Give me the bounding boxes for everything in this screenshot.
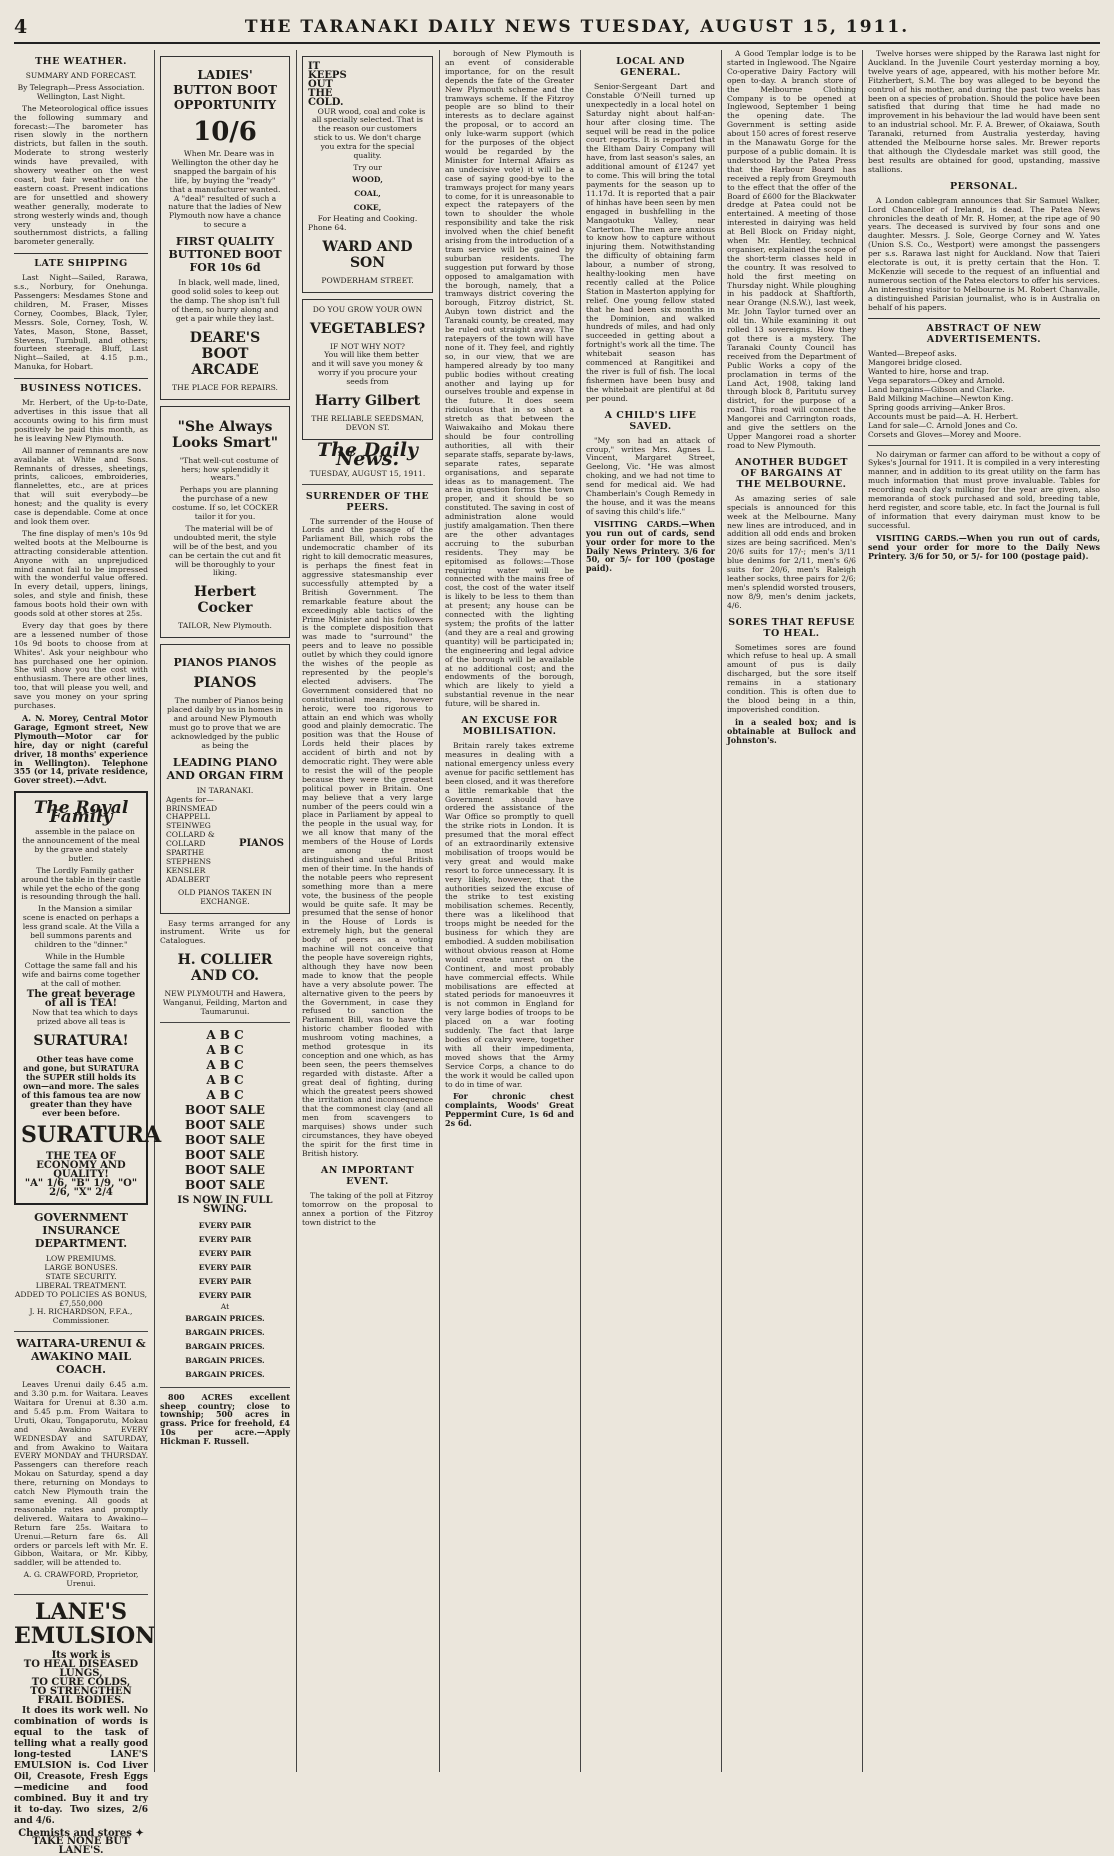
- try-our: Try our: [308, 164, 427, 173]
- budget-text: As amazing series of sale specials is announced for this week at the Melbourne. Many new lines are introduced, and in addition all odd ends and broken sizes are being sacrificed. Men's 20/6 suits for 17/-; men's 3/11 blue denims for 2/11, men's 6/6 suits for 20/6, men's Raleigh leather socks, three pairs for 2/6; men's splendid worsted trousers, now 8/9, men's denim jackets, 4/6.: [727, 495, 856, 611]
- pianos-bold: LEADING PIANO AND ORGAN FIRM: [166, 756, 284, 782]
- royal-family-title: The Royal Family: [21, 804, 141, 822]
- ladies-text: In black, well made, lined, good solid soles to keep out the damp. The shop isn't full of them, so hurry along and get a pair while they last.: [166, 279, 284, 324]
- piano-agent: KENSLER: [166, 867, 239, 876]
- abstract-item: Accounts must be paid—A. H. Herbert.: [868, 413, 1100, 422]
- pianos-big: PIANOS: [166, 675, 284, 691]
- deare-tagline: THE PLACE FOR REPAIRS.: [166, 384, 284, 393]
- weather-byline: By Telegraph—Press Association. Wellington, Last Night.: [14, 84, 148, 102]
- ward-name: WARD AND SON: [308, 239, 427, 271]
- editorial-text: The surrender of the House of Lords and the passage of the Parliament Bill, which robs the undemocratic chamber of its right to kill democratic measures, is perhaps the finest feat in aggressive statesmanship ever successfully attempted by a British Government. The remarkable feature about the exceedingly able tactics of the Prime Minister and his followers is the complete disposition that was made to "surround" the peers and to leave no possible outlet by which they could ignore the wishes of the people as represented by the people's elected advisers. The Government considered that no constitutional means, however heroic, were too rigorous to attain an end which was wholly good and plainly democratic. The position was that the House of Lords held their places by accident of birth and not by democratic right. They were able to resist the will of the people because they were the greatest political power in Britain. One may believe that a very large number of the peers could win a place in Parliament by appeal to the people in the usual way, for we all know that many of the members of the House of Lords are among the most distinguished and useful British men of their time. In the hands of the notable peers who represent something more than a mere vote, the business of the people would be quite safe. It may be presumed that the sense of honor in the House of Lords is extremely high, but the general body of peers as a voting machine will not conceive that the people have sovereign rights, although they have now been made to know that the people have a very absolute power. The alternative given to the peers by the Government, in case they refused to sanction the Parliament Bill, was to have the historic chamber flooded with mushroom voting machines, a method grotesque in its conception and one which, as has been seen, the peers themselves regarded with distaste. After a great deal of fighting, during which the greatest peers showed the irritation and inconsequence that the commonest clay (and all men from scavengers to marquises) shows under such circumstances, they have obeyed the spirit for the first time in British history.: [302, 518, 433, 1159]
- lanes-sub: Its work is: [14, 1652, 148, 1661]
- piano-agent: COLLARD & COLLARD: [166, 831, 239, 849]
- royal-family-text: assemble in the palace on the announcement of the meal by the grave and stately butler.: [21, 828, 141, 864]
- insurance-line: LIBERAL TREATMENT.: [14, 1282, 148, 1291]
- every-pair-line: EVERY PAIR: [160, 1219, 290, 1233]
- lanes-lines: [14, 1661, 148, 1706]
- ladies-text: When Mr. Deare was in Wellington the other day he snapped the bargain of his life, by buying the "ready" that a manufacturer wanted. A "deal" resulted of such a nature that the ladies of New Plymouth now have a chance to secure a: [166, 150, 284, 230]
- local-general-text: Senior-Sergeant Dart and Constable O'Neill turned up unexpectedly in a local hotel on Saturday night about half-an-hour after closing time. The sequel will be read in the police court reports. It is reported that the Eltham Dairy Company will have, from last season's sales, an additional amount of £1247 yet to come. This will bring the total payments for the season up to 11.17d. It is reported that a pair of hinhas have been seen by men engaged in bushfelling in the Mangaotuku Valley, near Carterton. The men are anxious to know how to capture without injuring them. Notwithstanding the difficulty of obtaining farm labour, a number of strong, healthy-looking men have recently called at the Police Station in Masterton applying for relief. One young fellow stated that he had been six months in the Dominion, and walked hundreds of miles, and had only succeeded in getting about a fortnight's work all the time. The whitebait season has commenced at Rangitikei and the river is full of fish. The local fishermen have been busy and the whitebait are plentiful at 8d per pound.: [586, 83, 715, 404]
- notices-paragraph: Mr. Herbert, of the Up-to-Date, advertises in this issue that all accounts owing to his firm must positively be paid this month, as he is leaving New Plymouth.: [14, 399, 148, 444]
- every-pair-line: EVERY PAIR: [160, 1289, 290, 1303]
- piano-agent: ADALBERT: [166, 876, 239, 885]
- column-5: [586, 50, 715, 1772]
- boot-sale-line: BOOT SALE: [160, 1163, 290, 1178]
- ladies-bold: FIRST QUALITY BUTTONED BOOT FOR 10s 6d: [166, 235, 284, 274]
- abc-line: A B C: [160, 1028, 290, 1043]
- lanes-text: It does its work well. No combination of words is equal to the task of telling what a really good long-tested LANE'S EMULSION is. Cod Liver Oil, Creasote, Fresh Eggs—medicine and food combined. Buy it and try it to-day. Two sizes, 2/6 and 4/6.: [14, 1706, 148, 1827]
- abc-line: A B C: [160, 1043, 290, 1058]
- product-item: COKE,: [308, 201, 427, 215]
- column-rule: [296, 50, 297, 1772]
- notices-paragraph: Every day that goes by there are a lessened number of those 10s 9d boots to choose from at Whites'. Ask your neighbour who has purchased one her opinion. She will show you the cost with enthusiasm. There are other lines, too, that will please you well, and save you money on your spring purchases.: [14, 622, 148, 711]
- insurance-line: LOW PREMIUMS.: [14, 1255, 148, 1264]
- column-rule: [580, 50, 581, 1772]
- insurance-line: LARGE BONUSES.: [14, 1264, 148, 1273]
- editorial-heading: SURRENDER OF THE PEERS.: [302, 491, 433, 513]
- column-rule: [862, 50, 863, 1772]
- boot-sale-line: BOOT SALE: [160, 1178, 290, 1193]
- bargain-line: BARGAIN PRICES.: [160, 1354, 290, 1368]
- pianos-region: IN TARANAKI.: [166, 787, 284, 796]
- abstract-item: Land bargains—Gibson and Clarke.: [868, 386, 1100, 395]
- cocker-name: Herbert Cocker: [166, 584, 284, 616]
- notices-paragraph: The fine display of men's 10s 9d welted boots at the Melbourne is attracting considerable attention. Anyone with an unprejudiced mind cannot fail to be impressed with the wonderful value offered. In every detail, uppers, linings, soles, and style and finish, these famous boots hold their own with goods sold at other stores at 25s.: [14, 530, 148, 619]
- child-saved-text: "My son had an attack of croup," writes Mrs. Agnes L. Vincent, Margaret Street, Geelong, Vic. "He was almost choking, and we had not time to send for medical aid. We had Chamberlain's Cough Remedy in the house, and it was the means of saving this child's life.": [586, 437, 715, 517]
- veg-not: IF NOT WHY NOT?: [308, 343, 427, 352]
- weather-heading: THE WEATHER.: [14, 56, 148, 67]
- masthead: [14, 12, 1100, 44]
- local-general-heading: LOCAL AND GENERAL.: [586, 56, 715, 78]
- piano-agent: STEINWEG: [166, 822, 239, 831]
- mobilisation-text: Britain rarely takes extreme measures in dealing with a national emergency unless every avenue for pacific settlement has been closed, and it was therefore a little remarkable that the Government should have ordered the assistance of the War Office so promptly to quell the strike riots in London. It is presumed that the moral effect of an extraordinarily extensive mobilisation of troops would be very great and would make resort to force unnecessary. It is very likely, however, that the authorities seized the excuse of the strike to test existing mobilisation schemes. Recently, there was a likelihood that troops might be needed for the business for which they are embodied. A sudden mobilisation without obvious reason at Home would create unrest on the Continent, and most probably have commercial effects. While mobilisations are effected at stated periods for manoeuvres it is not common in England for very large bodies of troops to be placed on a war footing suddenly. The fact that large bodies of cavalry were, together with all their impedimenta, moved shows that the Army Service Corps, a chance to do the work it would be called upon to do in time of war.: [445, 742, 574, 1089]
- weather-subheading: SUMMARY AND FORECAST.: [14, 72, 148, 81]
- lanes-line: TO STRENGTHEN FRAIL BODIES.: [14, 1688, 148, 1706]
- abstract-heading: ABSTRACT OF NEW ADVERTISEMENTS.: [868, 318, 1100, 345]
- mobilisation-heading: AN EXCUSE FOR MOBILISATION.: [445, 715, 574, 737]
- every-pair-line: EVERY PAIR: [160, 1275, 290, 1289]
- piano-agent: STEPHENS: [166, 858, 239, 867]
- newspaper-title: THE TARANAKI DAILY NEWS TUESDAY, AUGUST 15, 1911.: [54, 17, 1100, 37]
- suratura-text: Other teas have come and gone, but SURATURA the SUPER still holds its own—and more. The sales of this famous tea are now greater than they have ever been before.: [21, 1055, 141, 1117]
- piano-agent: SPARTHE: [166, 849, 239, 858]
- veg-heading: VEGETABLES?: [308, 321, 427, 337]
- local-general-text: Twelve horses were shipped by the Rarawa last night for Auckland. In the Juvenile Court yesterday morning a boy, twelve years of age, appeared, with his mother before Mr. Fitzherbert, S.M. The boy was alleged to be beyond the control of his mother, and during the past two weeks has been on a species of probation. Should the police have been satisfied that during that time he had made no improvement in his behaviour the lad would have been sent to an industrial school. Mr. F. A. Brewer, of Okaiawa, South Taranaki, returned from Australia yesterday, having attended the Melbourne horse sales. Mr. Brewer reports that although the Clydesdale market was still good, the best results are obtained for good, upstanding, massive stallions.: [868, 50, 1100, 175]
- divider: [160, 1387, 290, 1388]
- smart-heading: "She Always Looks Smart": [166, 419, 284, 451]
- sores-text: Sometimes sores are found which refuse to heal up. A small amount of pus is daily discharged, but the sore itself remains in a stationary condition. This is often due to the blood being in a thin, impoverished condition.: [727, 644, 856, 715]
- insurance-heading: GOVERNMENT INSURANCE DEPARTMENT.: [14, 1211, 148, 1250]
- piano-agent: CHAPPELL: [166, 813, 239, 822]
- column-7: [868, 50, 1100, 1772]
- smart-text: The material will be of undoubted merit, the style will be of the best, and you can be certain the cut and fit will be thoroughly to your liking.: [166, 525, 284, 578]
- is-now: IS NOW IN FULL SWING.: [160, 1197, 290, 1215]
- bargain-line: BARGAIN PRICES.: [160, 1326, 290, 1340]
- abc-line: A B C: [160, 1058, 290, 1073]
- every-pair-line: EVERY PAIR: [160, 1261, 290, 1275]
- shipping-heading: LATE SHIPPING: [14, 253, 148, 269]
- peppermint-advert: For chronic chest complaints, Woods' Great Peppermint Cure, 1s 6d and 2s 6d.: [445, 1092, 574, 1128]
- phone-label: Phone 64.: [308, 224, 427, 233]
- royal-family-text: The Lordly Family gather around the table in their castle while yet the echo of the gong is resounding through the hall.: [21, 867, 141, 903]
- editorial-text: borough of New Plymouth is an event of considerable importance, for on the result depends the fate of the Greater New Plymouth scheme and the tramways scheme. If the Fitzroy people are so blind to their interests as to declare against the proposal, or to accord an only luke-warm support (which for the purposes of the object would be regarded by the Minister for Internal Affairs as an undecisive vote) it will be a case of saying good-bye to the tramways project for many years to come, for it is unreasonable to expect the ratepayers of the town to shoulder the whole responsibility and take the risk involved when the chief benefit arising from the introduction of a tram service will be gained by suburban residents. The suggestion put forward by those opposed to amalgamation with the borough, namely, that a tramways district covering the borough, Fitzroy district, St. Aubyn town district and the Taranaki county, be created, may be ruled out straight away. The ratepayers of the town will have none of it. They feel, and rightly so, in our view, that we are hampered already by too many public bodies without creating another and laying up for ourselves trouble and expense in the future. It does seem ridiculous that in so short a stretch as that between the Waiwakaiho and Mokau there should be four controlling authorities, all with their separate staffs, separate by-laws, separate rates, separate organisations, and separate ideas as to management. The area in question forms the town proper, and it should be so constituted. The saving in cost of administration alone would justify amalgamation. Then there are the other advantages accruing to the suburban residents. They may be epitomised as follows:—Those requiring water will be connected with the mains free of cost, the cost of the water itself is likely to be less to them than at present; any house can be connected with the lighting system; the profits of the latter (and they are a real and growing quantity) will be participated in; the engineering and legal advice of the borough will be available at no additional cost; and the endowments of the borough, which are likely to yield a substantial revenue in the near future, will be shared in.: [445, 50, 574, 709]
- notices-paragraph: All manner of remnants are now available at White and Sons. Remnants of dresses, sheetings, prints, calicoes, embroideries, flannelettes, etc., are at prices that will suit everybody—be honest; and the quality is every case is dependable. Come at once and look them over.: [14, 447, 148, 527]
- insurance-line: STATE SECURITY.: [14, 1273, 148, 1282]
- abstract-item: Spring goods arriving—Anker Bros.: [868, 404, 1100, 413]
- gilbert-sub: THE RELIABLE SEEDSMAN, DEVON ST.: [308, 415, 427, 433]
- sores-heading: SORES THAT REFUSE TO HEAL.: [727, 617, 856, 639]
- bargain-stack: [160, 1312, 290, 1382]
- gilbert-name: Harry Gilbert: [308, 393, 427, 409]
- royal-family-text: Now that tea which to days prized above all teas is: [21, 1009, 141, 1027]
- pianos-advert: [160, 644, 290, 913]
- boot-sale-line: BOOT SALE: [160, 1118, 290, 1133]
- insurance-lines: [14, 1255, 148, 1326]
- column-6: [727, 50, 856, 1772]
- abstract-item: Land for sale—C. Arnold Jones and Co.: [868, 422, 1100, 431]
- products-list: [308, 173, 427, 215]
- lanes-line: TO HEAL DISEASED LUNGS,: [14, 1661, 148, 1679]
- veg-question: DO YOU GROW YOUR OWN: [308, 306, 427, 315]
- abc-stack: [160, 1028, 290, 1103]
- bargain-line: BARGAIN PRICES.: [160, 1312, 290, 1326]
- divider: [160, 1022, 290, 1023]
- abstract-item: Wanted to hire, horse and trap.: [868, 368, 1100, 377]
- abstract-item: Vega separators—Okey and Arnold.: [868, 377, 1100, 386]
- heating-label: For Heating and Cooking.: [308, 215, 427, 224]
- column-2: [160, 50, 290, 1772]
- divider: [14, 1594, 148, 1595]
- royal-family-text: The great beverage of all is TEA!: [21, 991, 141, 1009]
- notices-paragraph: A. N. Morey, Central Motor Garage, Egmont street, New Plymouth—Motor car for hire, day or night (careful driver, 18 months' experience in Wellington). Telephone 355 (or 14, private residence, Gover street).—Advt.: [14, 714, 148, 785]
- coach-heading: WAITARA-URENUI & AWAKINO MAIL COACH.: [14, 1337, 148, 1376]
- ladies-price: 10/6: [166, 118, 284, 146]
- smart-text: Perhaps you are planning the purchase of a new costume. If so, let COCKER tailor it for you.: [166, 486, 284, 522]
- agents-label: Agents for—: [166, 796, 284, 805]
- exchange-note: OLD PIANOS TAKEN IN EXCHANGE.: [166, 889, 284, 907]
- collier-name: H. COLLIER AND CO.: [160, 952, 290, 984]
- deare-name: DEARE'S BOOT ARCADE: [166, 330, 284, 378]
- lanes-line: TO CURE COLDS,: [14, 1679, 148, 1688]
- product-item: COAL,: [308, 187, 427, 201]
- land-advert: 800 ACRES excellent sheep country; close to township; 500 acres in grass. Price for freehold, £4 10s per acre.—Apply Hickman F. Russell.: [160, 1393, 290, 1446]
- suratura-brand: SURATURA!: [21, 1033, 141, 1049]
- shipping-text: Last Night—Sailed, Rarawa, s.s., Norbury, for Onehunga. Passengers: Mesdames Stone and children, M. Fraser, Misses Corney, Coombes, Black, Tyler, Messrs. Sole, Corney, Tosh, W. Yates, Mason, Stone, Basset, Stevens, Turnbull, and others; fourteen steerage. Bluff, Last Night—Sailed, at 4.15 p.m., Manuka, for Hobart.: [14, 274, 148, 372]
- boot-sale-line: BOOT SALE: [160, 1148, 290, 1163]
- budget-heading: ANOTHER BUDGET OF BARGAINS AT THE MELBOURNE.: [727, 457, 856, 490]
- daily-news-nameplate: The Daily News.: [302, 446, 433, 464]
- terms-note: Easy terms arranged for any instrument. Write us for Catalogues.: [160, 920, 290, 947]
- column-4: [445, 50, 574, 1772]
- divider: [868, 445, 1100, 446]
- bargain-line: BARGAIN PRICES.: [160, 1368, 290, 1382]
- lanes-footer: Chemists and stores ✦ TAKE NONE BUT LANE'S.: [14, 1830, 148, 1856]
- notices-heading: BUSINESS NOTICES.: [14, 378, 148, 394]
- column-1: [14, 50, 148, 1772]
- editorial-text: The taking of the poll at Fitzroy tomorrow on the proposal to annex a portion of the Fitzroy town district to the: [302, 1192, 433, 1228]
- column-rule: [439, 50, 440, 1772]
- abstract-item: Wanted—Brepeof asks.: [868, 350, 1100, 359]
- at-label: At: [160, 1303, 290, 1312]
- suratura-prices: "A" 1/6, "B" 1/9, "O" 2/6, "X" 2/4: [21, 1180, 141, 1198]
- agents-list: [166, 805, 239, 885]
- piano-agent: BRINSMEAD: [166, 805, 239, 814]
- boot-sale-line: BOOT SALE: [160, 1133, 290, 1148]
- agents-block: [166, 805, 284, 885]
- ward-advert: [302, 56, 433, 293]
- cocker-advert: [160, 406, 290, 639]
- lanes-title: LANE'S EMULSION: [14, 1600, 148, 1648]
- suratura-brand-large: SURATURA: [21, 1121, 141, 1149]
- insurance-line: J. H. RICHARDSON, F.F.A., Commissioner.: [14, 1308, 148, 1326]
- column-rule: [721, 50, 722, 1772]
- gilbert-advert: [302, 299, 433, 440]
- wood-text: OUR wood, coal and coke is all specially selected. That is the reason our customers stick to us. We don't charge you extra for the special quality.: [308, 108, 427, 161]
- coach-text: Leaves Urenui daily 6.45 a.m. and 3.30 p.m. for Waitara. Leaves Waitara for Urenui at 8.30 a.m. and 5.45 p.m. From Waitara to Uruti, Okau, Tongaporutu, Mokau and Awakino EVERY WEDNESDAY and SATURDAY, and from Awakino to Waitara EVERY MONDAY and THURSDAY. Passengers can therefore reach Mokau on Saturday, spend a day there, returning on Mondays to catch New Plymouth train the same evening. All goods at reasonable rates and promptly delivered. Waitara to Awakino—Return fare 25s. Waitara to Urenui.—Return fare 6s. All orders or parcels left with Mr. E. Gibbon, Waitara, or Mr. Kibby, saddler, will be attended to.: [14, 1381, 148, 1568]
- bargain-line: BARGAIN PRICES.: [160, 1340, 290, 1354]
- abstract-list: [868, 350, 1100, 439]
- smart-quote: "That well-cut costume of hers; how splendidly it wears.": [166, 457, 284, 484]
- collier-sub: NEW PLYMOUTH and Hawera, Wanganui, Feilding, Marton and Taumarunui.: [160, 990, 290, 1017]
- abc-line: A B C: [160, 1073, 290, 1088]
- pianos-heading: PIANOS PIANOS: [166, 656, 284, 669]
- abstract-item: Bald Milking Machine—Newton King.: [868, 395, 1100, 404]
- every-pair-stack: [160, 1219, 290, 1303]
- agents-pianos: PIANOS: [239, 840, 284, 849]
- pianos-text: The number of Pianos being placed daily by us in homes in and around New Plymouth must go to prove that we are acknowledged by the public as being the: [166, 697, 284, 750]
- personal-text: A London cablegram announces that Sir Samuel Walker, Lord Chancellor of Ireland, is dead. The Patea News chronicles the death of Mr. R. Homer, at the ripe age of 90 years. The deceased is survived by four sons and one daughter. Messrs. J. Sole, George Corney and W. Yates (Union S.S. Co., Westport) were amongst the passengers per s.s. Rarawa last night for Auckland. Now that Taieri electorate is out, it is pretty certain that the Hon. T. McKenzie will secede to the request of an influential and numerous section of the Patea electors to offer his services. An interesting visitor to Melbourne is M. Robert Chanvalle, a distinguished Parisian journalist, who is in Australia on behalf of his papers.: [868, 197, 1100, 313]
- column-3: [302, 50, 433, 1772]
- suratura-slogan: THE TEA OF ECONOMY AND QUALITY!: [21, 1153, 141, 1180]
- local-general-text: A Good Templar lodge is to be started in Inglewood. The Ngaire Co-operative Dairy Factory will open to-day. A branch store of the Melbourne Clothing Company is to be opened at Inglewood, September 1 being the opening date. The Government is setting aside about 150 acres of forest reserve in the Manawatu Gorge for the purpose of a public domain. It is understood by the Patea Press that the Harbour Board has received a reply from Greymouth to the effect that the offer of the Board of £600 for the Blackwater dredge at Patea could not be entertained. A meeting of those interested in dairying was held at Bell Block on Friday night, when Mr. Hentley, technical organiser, explained the scope of the short-term classes held in the country. It was resolved to hold the first meeting on Thursday night. While ploughing in his paddock at Shaftforth, near Orange (N.S.W.), last week, Mr. John Taylor turned over an old tin. While examining it out rolled 13 sovereigns. How they got there is a mystery. The Taranaki County Council has received from the Department of Public Works a copy of the proclamation in terms of the Land Act, 1908, taking land through block 8, Paritutu survey district, for the purpose of a road. This road will connect the Mangorei and Carrington roads, and give the settlers on the Upper Mangorei road a shorter road to New Plymouth.: [727, 50, 856, 451]
- keeps-label: IT KEEPS OUT THE COLD.: [308, 63, 338, 108]
- visiting-cards-notice: VISITING CARDS.—When you run out of cards, send your order for more to the Daily News Printery. 3/6 for 50, or 5/- for 100 (postage paid).: [586, 520, 715, 573]
- boot-sale-stack: [160, 1103, 290, 1193]
- product-item: WOOD,: [308, 173, 427, 187]
- abc-line: A B C: [160, 1088, 290, 1103]
- every-pair-line: EVERY PAIR: [160, 1233, 290, 1247]
- veg-text: You will like them better and it will save you money & worry if you procure your seeds from: [308, 351, 427, 387]
- insurance-line: ADDED TO POLICIES AS BONUS, £7,550,000: [14, 1291, 148, 1309]
- column-rule: [154, 50, 155, 1772]
- ward-address: POWDERHAM STREET.: [308, 277, 427, 286]
- every-pair-line: EVERY PAIR: [160, 1247, 290, 1261]
- suratura-advert: [14, 791, 148, 1205]
- weather-text: The Meteorological office issues the following summary and forecast:—The barometer has risen slowly in the northern districts, but fallen in the south. Moderate to strong westerly winds have prevailed, with showery weather on the west coast, but fair weather on the eastern coast. Present indications are for unsettled and showery weather generally, moderate to strong westerly winds and, though very unsteady in the southernmost districts, a falling barometer generally.: [14, 105, 148, 248]
- ladies-heading: LADIES' BUTTON BOOT OPPORTUNITY: [166, 68, 284, 113]
- royal-family-text: In the Mansion a similar scene is enacted on perhaps a less grand scale. At the Villa a bell summons parents and children to the "dinner.": [21, 905, 141, 950]
- coach-signature: A. G. CRAWFORD, Proprietor, Urenui.: [14, 1571, 148, 1589]
- divider: [302, 484, 433, 485]
- sykes-journal-text: No dairyman or farmer can afford to be without a copy of Sykes's Journal for 1911. It is compiled in a very interesting manner, and in addition to its great utility on the farm has much information that must prove invaluable. Tables for recording each day's milking for the year are given, also memoranda of stock purchased and sold, breeding table, herd register, and score table, etc. In fact the Journal is full of information that every dairyman must know to be successful.: [868, 451, 1100, 531]
- abstract-item: Corsets and Gloves—Morey and Moore.: [868, 431, 1100, 440]
- ladies-boot-advert: [160, 56, 290, 400]
- sores-footer: in a sealed box; and is obtainable at Bullock and Johnston's.: [727, 718, 856, 745]
- child-saved-heading: A CHILD'S LIFE SAVED.: [586, 410, 715, 432]
- editorial-date: TUESDAY, AUGUST 15, 1911.: [302, 470, 433, 479]
- divider: [14, 1331, 148, 1332]
- cocker-sub: TAILOR, New Plymouth.: [166, 622, 284, 631]
- editorial-subheading: AN IMPORTANT EVENT.: [302, 1165, 433, 1187]
- visiting-cards-notice: VISITING CARDS.—When you run out of cards, send your order for more to the Daily News Printery. 3/6 for 50, or 5/- for 100 (postage paid).: [868, 534, 1100, 561]
- page-number: 4: [14, 16, 54, 38]
- royal-family-text: While in the Humble Cottage the same fall and his wife and bairns come together at the call of mother.: [21, 953, 141, 989]
- boot-sale-line: BOOT SALE: [160, 1103, 290, 1118]
- abstract-item: Mangorei bridge closed.: [868, 359, 1100, 368]
- personal-heading: PERSONAL.: [868, 181, 1100, 192]
